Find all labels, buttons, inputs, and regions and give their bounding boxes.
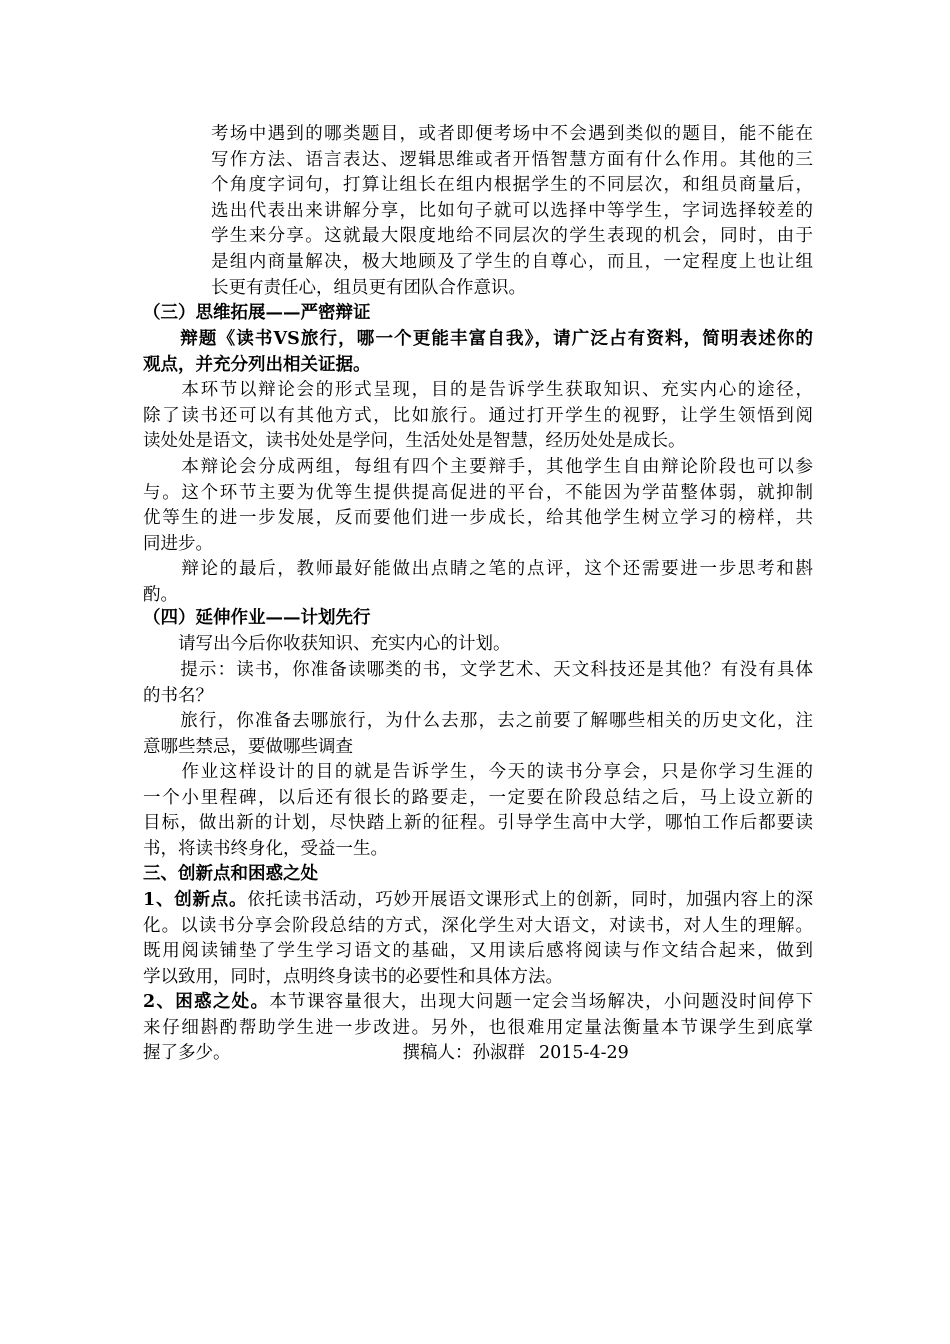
debate-paragraph-1	[143, 378, 813, 455]
innovation-text: 依托读书活动，巧妙开展语文课形式上的创新，同时，加强内容上的深	[247, 890, 813, 910]
text-line: 书，将读书终身化，受益一生。	[143, 838, 388, 859]
intro-paragraph	[211, 122, 813, 301]
heading-text: 三、创新点和困惑之处	[143, 864, 318, 884]
confusion-text: 本节课容量很大，出现大问题一定会当场解决，小问题没时间停下	[269, 992, 813, 1012]
hint-travel	[143, 709, 813, 760]
text-line: 观点，并充分列出相关证据。	[143, 354, 371, 375]
heading-text: （四）延伸作业——计划先行	[143, 608, 371, 628]
text-line: 的书名？	[143, 685, 213, 706]
text-line: 请写出今后你收获知识、充实内心的计划。	[143, 634, 511, 654]
text-line: 提示：读书，你准备读哪类的书，文学艺术、天文科技还是其他？有没有具体	[143, 660, 813, 680]
text-line: 学以致用，同时，点明终身读书的必要性和具体方法。	[143, 966, 563, 987]
text-line	[143, 1041, 813, 1067]
text-line: 是组内商量解决，极大地顾及了学生的自尊心，而且，一定程度上也让组	[211, 251, 813, 272]
text-line: 除了读书还可以有其他方式，比如旅行。通过打开学生的视野，让学生领悟到阅	[143, 405, 813, 426]
text-line: 旅行，你准备去哪旅行，为什么去那，去之前要了解哪些相关的历史文化，注	[143, 711, 813, 731]
text-line: 优等生的进一步发展，反而要他们进一步成长，给其他学生树立学习的榜样，共	[143, 508, 813, 529]
text-line: 长更有责任心，组员更有团队合作意识。	[211, 277, 526, 298]
purpose-paragraph	[143, 760, 813, 862]
hint-reading	[143, 658, 813, 709]
text-line: 一个小里程碑，以后还有很长的路要走，一定要在阶段总结之后，马上设立新的	[143, 787, 813, 808]
text-line: 辩题《读书VS旅行，哪一个更能丰富自我》，请广泛占有资料，简明表述你的	[143, 329, 813, 349]
innovation-paragraph	[143, 888, 813, 990]
text-line: 本环节以辩论会的形式呈现，目的是告诉学生获取知识、充实内心的途径，	[143, 380, 813, 400]
text-line: 意哪些禁忌，要做哪些调查	[143, 736, 353, 757]
debate-paragraph-3	[143, 557, 813, 608]
text-line: 作业这样设计的目的就是告诉学生，今天的读书分享会，只是你学习生涯的	[143, 762, 813, 782]
section-3-heading	[143, 862, 813, 888]
author-signature: 撰稿人：孙淑群	[402, 1043, 525, 1064]
confusion-paragraph	[143, 990, 813, 1067]
heading-text: （三）思维拓展——严密辩证	[143, 303, 371, 323]
text-line: 学生来分享。这就最大限度地给不同层次的学生表现的机会，同时，由于	[211, 226, 813, 247]
text-line: 同进步。	[143, 533, 213, 554]
text-line: 酌。	[143, 584, 178, 605]
text-line: 来仔细斟酌帮助学生进一步改进。另外，也很难用定量法衡量本节课学生到底掌	[143, 1017, 813, 1038]
text-line: 化。以读书分享会阶段总结的方式，深化学生对大语文，对读书，对人生的理解。	[143, 915, 813, 936]
text-line: 辩论的最后，教师最好能做出点睛之笔的点评，这个还需要进一步思考和斟	[143, 559, 813, 579]
section-heading-3	[143, 301, 813, 327]
text-line	[143, 990, 813, 1016]
text-line	[143, 888, 813, 914]
text-line: 与。这个环节主要为优等生提供提高促进的平台，不能因为学苗整体弱，就抑制	[143, 482, 813, 503]
confusion-label: 2、困惑之处。	[143, 992, 270, 1012]
text-line: 考场中遇到的哪类题目，或者即便考场中不会遇到类似的题目，能不能在	[211, 124, 813, 144]
signature-date: 2015-4-29	[539, 1043, 629, 1064]
section-heading-4	[143, 606, 813, 632]
innovation-label: 1、创新点。	[143, 890, 248, 910]
text-line: 本辩论会分成两组，每组有四个主要辩手，其他学生自由辩论阶段也可以参	[143, 457, 813, 477]
debate-paragraph-2	[143, 455, 813, 557]
text-line: 目标，做出新的计划，尽快踏上新的征程。引导学生高中大学，哪怕工作后都要读	[143, 813, 813, 834]
text-line: 写作方法、语言表达、逻辑思维或者开悟智慧方面有什么作用。其他的三	[211, 149, 813, 170]
text-line: 读处处是语文，读书处处是学问，生活处处是智慧，经历处处是成长。	[143, 431, 686, 452]
text-line: 个角度字词句，打算让组长在组内根据学生的不同层次，和组员商量后，	[211, 175, 813, 196]
confusion-text: 握了多少。	[143, 1043, 231, 1064]
text-line: 既用阅读铺垫了学生学习语文的基础，又用读后感将阅读与作文结合起来，做到	[143, 941, 813, 962]
text-line: 选出代表出来讲解分享，比如句子就可以选择中等学生，字词选择较差的	[211, 200, 813, 221]
debate-topic	[143, 327, 813, 378]
homework-instruction	[143, 632, 813, 658]
